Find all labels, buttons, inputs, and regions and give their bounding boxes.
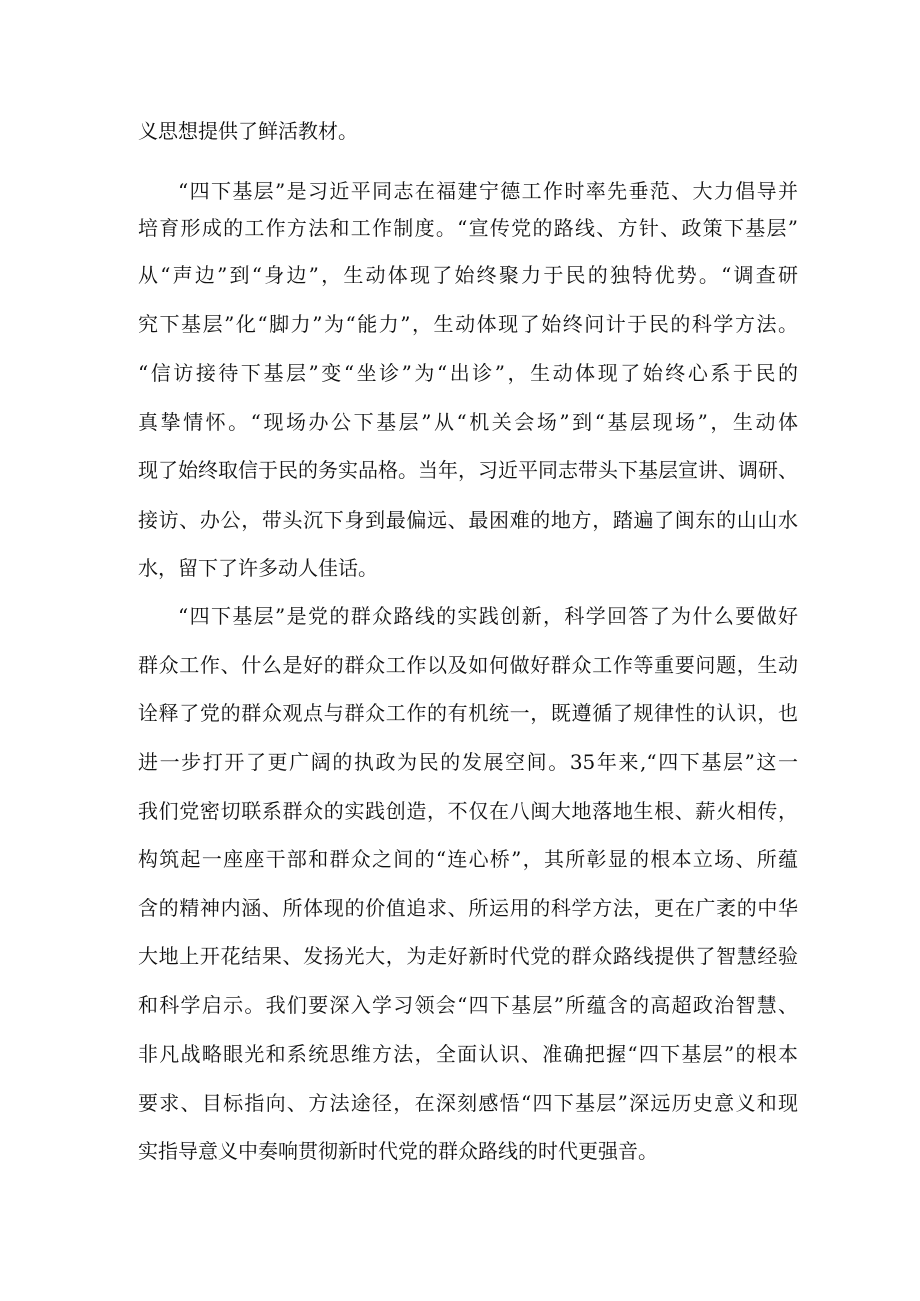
text-line: 大地上开花结果、发扬光大，为走好新时代党的群众路线提供了智慧经验 [138,944,798,968]
text-line: “信访接待下基层”变“坐诊”为“出诊”，生动体现了始终心系于民的 [138,361,798,385]
text-line: 含的精神内涵、所体现的价值追求、所运用的科学方法，更在广袤的中华 [138,896,798,920]
text-line: 我们党密切联系群众的实践创造，不仅在八闽大地落地生根、薪火相传， [138,799,798,823]
text-line: 义思想提供了鲜活教材。 [138,119,358,143]
text-line: 实指导意义中奏响贯彻新时代党的群众路线的时代更强音。 [138,1139,658,1163]
text-line: 从“声边”到“身边”，生动体现了始终聚力于民的独特优势。“调查研 [138,263,798,287]
text-line: 究下基层”化“脚力”为“能力”，生动体现了始终问计于民的科学方法。 [138,312,798,336]
text-line: 要求、目标指向、方法途径，在深刻感悟“四下基层”深远历史意义和现 [138,1091,798,1115]
text-line: 诠释了党的群众观点与群众工作的有机统一，既遵循了规律性的认识，也 [138,701,798,725]
text-line: 构筑起一座座干部和群众之间的“连心桥”，其所彰显的根本立场、所蕴 [138,847,798,871]
text-line: 群众工作、什么是好的群众工作以及如何做好群众工作等重要问题，生动 [138,653,798,677]
text-line: 现了始终取信于民的务实品格。当年，习近平同志带头下基层宣讲、调研、 [138,458,798,482]
text-line: 进一步打开了更广阔的执政为民的发展空间。35年来,“四下基层”这一 [138,750,798,774]
text-line: “四下基层”是习近平同志在福建宁德工作时率先垂范、大力倡导并 [178,179,798,203]
text-line: 接访、办公，带头沉下身到最偏远、最困难的地方，踏遍了闽东的山山水 [138,508,798,532]
text-line: 真挚情怀。“现场办公下基层”从“机关会场”到“基层现场”，生动体 [138,410,798,434]
text-line: 和科学启示。我们要深入学习领会“四下基层”所蕴含的高超政治智慧、 [138,993,798,1017]
text-line: “四下基层”是党的群众路线的实践创新，科学回答了为什么要做好 [178,604,798,628]
text-line: 培育形成的工作方法和工作制度。“宣传党的路线、方针、政策下基层” [138,216,798,240]
text-line: 水，留下了许多动人佳话。 [138,556,378,580]
text-line: 非凡战略眼光和系统思维方法，全面认识、准确把握“四下基层”的根本 [138,1042,798,1066]
